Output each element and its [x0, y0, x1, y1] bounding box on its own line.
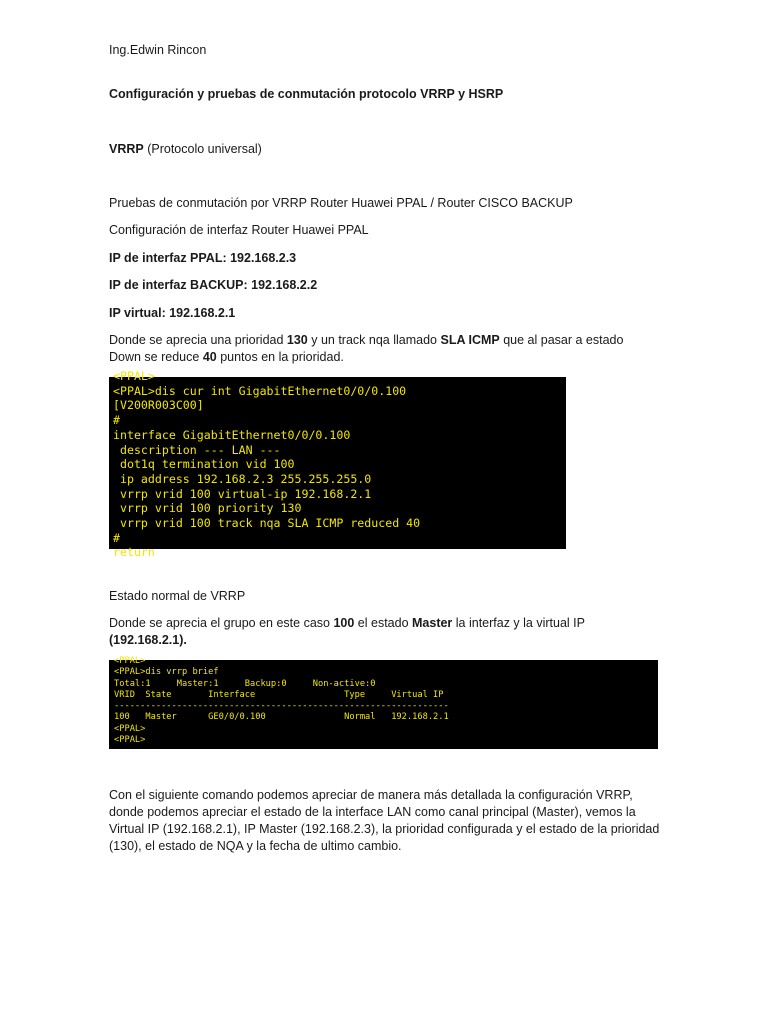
ip-ppal-text: IP de interfaz PPAL: 192.168.2.3	[109, 251, 297, 265]
priority-text-4: puntos en la prioridad.	[216, 350, 344, 364]
vrrp-heading-rest: (Protocolo universal)	[143, 142, 262, 156]
config-line: Configuración de interfaz Router Huawei PPAL	[109, 223, 369, 237]
terminal-line: <PPAL>dis cur int GigabitEthernet0/0/0.100	[113, 383, 407, 398]
terminal-line: dot1q termination vid 100	[113, 457, 295, 472]
priority-bold-1: 130	[286, 333, 308, 347]
terminal-line: #	[113, 530, 120, 545]
terminal-line: <PPAL>dis vrrp brief	[114, 667, 219, 678]
tests-line: Pruebas de conmutación por VRRP Router Huawei PPAL / Router CISCO BACKUP	[109, 196, 573, 210]
terminal-line: interface GigabitEthernet0/0/0.100	[113, 427, 351, 442]
terminal-line: vrrp vrid 100 track nqa SLA ICMP reduced 40	[113, 516, 421, 531]
terminal-line: <PPAL>	[113, 369, 155, 383]
priority-text-2: y un track nqa llamado	[307, 333, 441, 347]
terminal-screenshot-interface-config	[109, 369, 566, 560]
terminal-output	[113, 369, 420, 560]
priority-bold-2: SLA ICMP	[440, 333, 500, 347]
terminal-output	[114, 656, 449, 746]
group-bold-1: 100	[333, 616, 355, 630]
document-title-text: Configuración y pruebas de conmutación protocolo VRRP y HSRP	[109, 87, 504, 101]
ip-virtual-text: IP virtual: 192.168.2.1	[109, 306, 236, 320]
terminal-line: #	[113, 413, 120, 428]
document-title	[109, 86, 503, 103]
group-bold-3: (192.168.2.1).	[109, 633, 187, 647]
ip-backup-text: IP de interfaz BACKUP: 192.168.2.2	[109, 278, 318, 292]
terminal-line: ----------------------------------------------------------------	[114, 701, 449, 712]
priority-paragraph	[109, 332, 654, 366]
priority-text-3: que al pasar a estado Down se reduce	[109, 333, 624, 364]
terminal-line: <PPAL>	[114, 656, 146, 666]
terminal-line: [V200R003C00]	[113, 398, 204, 413]
terminal-screenshot-vrrp-brief	[109, 656, 658, 749]
terminal-line: description --- LAN ---	[113, 442, 281, 457]
group-text-1: Donde se aprecia el grupo en este caso	[109, 616, 334, 630]
terminal-line: VRID State Interface Type Virtual IP	[114, 689, 444, 700]
final-paragraph: Con el siguiente comando podemos apreciar de manera más detallada la configuración VRRP, donde podemos apreciar el estado de la interface LAN como canal principal (Master), vemos la Virtual IP (192.168.2.1), IP Master (192.168.2.3), la prioridad configurada y el estado de la prioridad (130), el estado de NQA y la fecha de ultimo cambio.	[109, 788, 660, 853]
vrrp-heading	[109, 141, 262, 158]
group-text-2: el estado	[354, 616, 412, 630]
ip-virtual-line	[109, 305, 235, 322]
group-paragraph	[109, 615, 654, 649]
author-name: Ing.Edwin Rincon	[109, 43, 207, 57]
terminal-line: vrrp vrid 100 virtual-ip 192.168.2.1	[113, 486, 372, 501]
terminal-line: return	[113, 545, 155, 560]
normal-state-heading: Estado normal de VRRP	[109, 589, 246, 603]
terminal-line: vrrp vrid 100 priority 130	[113, 501, 302, 516]
priority-text-1: Donde se aprecia una prioridad	[109, 333, 287, 347]
group-text-3: la interfaz y la virtual IP	[452, 616, 585, 630]
ip-backup-line	[109, 277, 317, 294]
terminal-line: 100 Master GE0/0/0.100 Normal 192.168.2.1	[114, 712, 449, 723]
group-bold-2: Master	[412, 616, 453, 630]
priority-bold-3: 40	[202, 350, 217, 364]
ip-ppal-line	[109, 250, 296, 267]
terminal-line: <PPAL>	[114, 723, 146, 734]
terminal-line: Total:1 Master:1 Backup:0 Non-active:0	[114, 678, 376, 689]
terminal-line: <PPAL>	[114, 735, 146, 746]
vrrp-heading-bold: VRRP	[109, 142, 144, 156]
terminal-line: ip address 192.168.2.3 255.255.255.0	[113, 471, 372, 486]
